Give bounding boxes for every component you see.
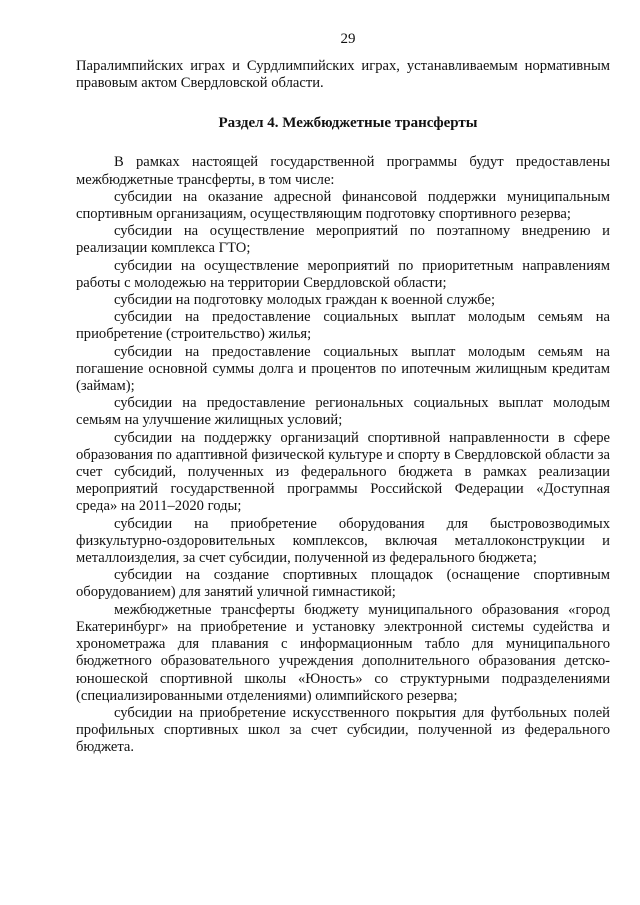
paragraph-mortgage-subsidy: субсидии на предоставление социальных выплат молодым семьям на погашение основной суммы долга и процентов по ипотечным жилищным кредитам (займам); — [76, 343, 610, 395]
paragraph-adaptive-sport-subsidy: субсидии на поддержку организаций спортивной направленности в сфере образования по адаптивной физической культуре и спорту в Свердловской области за счет субсидий, полученных из федерального бюджета в рамках реализации мероприятий государственной программы Российской Федерации «Доступная среда» на 2011–2020 годы; — [76, 429, 610, 515]
paragraph-programme-intro: В рамках настоящей государственной программы будут предоставлены межбюджетные трансферты, в том числе: — [76, 154, 610, 188]
paragraph-ekaterinburg-transfer: межбюджетные трансферты бюджету муниципального образования «город Екатеринбург» на приобретение и установку электронной системы судейства и хронометража для плавания с информационным табло для муниципального бюджетного образовательного учреждения дополнительного образования детско-юношеской спортивной школы «Юность» со структурными подразделениями (специализированными отделениями) олимпийского резерва; — [76, 601, 610, 704]
paragraph-military-training-subsidy: субсидии на подготовку молодых граждан к военной службе; — [114, 292, 496, 309]
paragraph-gto-subsidy: субсидии на осуществление мероприятий по поэтапному внедрению и реализации комплекса ГТО; — [76, 223, 610, 257]
paragraph-equipment-subsidy: субсидии на приобретение оборудования для быстровозводимых физкультурно-оздоровительных комплексов, включая металлоконструкции и металлоизделия, за счет субсидии, полученной из федерального бюджета; — [76, 515, 610, 567]
paragraph-football-turf-subsidy: субсидии на приобретение искусственного покрытия для футбольных полей профильных спортивных школ за счет субсидии, полученной из федерального бюджета. — [76, 704, 610, 756]
paragraph-sport-reserve-subsidy: субсидии на оказание адресной финансовой поддержки муниципальным спортивным организациям, осуществляющим подготовку спортивного резерва; — [76, 188, 610, 223]
paragraph-housing-purchase-subsidy: субсидии на предоставление социальных выплат молодым семьям на приобретение (строительство) жилья; — [76, 309, 610, 343]
page-number: 29 — [340, 31, 356, 47]
section-title: Раздел 4. Межбюджетные трансферты — [218, 115, 478, 132]
paragraph-street-gymnastics-subsidy: субсидии на создание спортивных площадок (оснащение спортивным оборудованием) для занятий уличной гимнастикой; — [76, 567, 610, 601]
paragraph-regional-payments-subsidy: субсидии на предоставление региональных социальных выплат молодым семьям на улучшение жилищных условий; — [76, 395, 610, 429]
paragraph-youth-work-subsidy: субсидии на осуществление мероприятий по приоритетным направлениям работы с молодежью на территории Свердловской области; — [76, 257, 610, 291]
intro-paragraph: Паралимпийских играх и Сурдлимпийских играх, устанавливаемым нормативным правовым актом Свердловской области. — [76, 58, 610, 92]
